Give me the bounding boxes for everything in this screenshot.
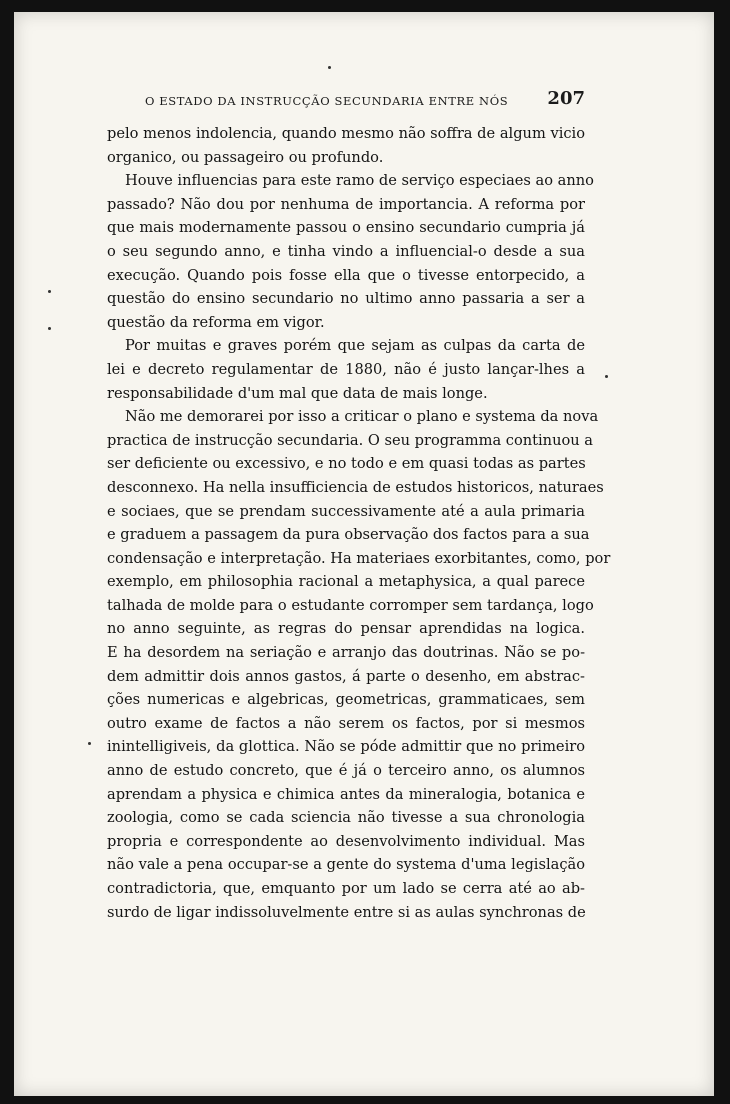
text-line: ções numericas e algebricas, geometricas, grammaticaes, sem	[107, 691, 585, 709]
text-line: anno de estudo concreto, que é já o terceiro anno, os alumnos	[107, 762, 585, 780]
text-line: dem admittir dois annos gastos, á parte o desenho, em abstrac-	[107, 667, 585, 685]
text-line: que mais modernamente passou o ensino secundario cumpria já	[107, 219, 585, 237]
text-line: execução. Quando pois fosse ella que o tivesse entorpecido, a	[107, 266, 585, 284]
ink-speck	[88, 742, 91, 745]
text-line: Houve influencias para este ramo de serviço especiaes ao anno	[125, 172, 594, 190]
page-header	[145, 88, 585, 112]
text-line: ser deficiente ou excessivo, e no todo e em quasi todas as partes	[107, 455, 586, 473]
ink-speck	[48, 290, 51, 293]
text-line: pelo menos indolencia, quando mesmo não soffra de algum vicio	[107, 125, 585, 142]
text-line: o seu segundo anno, e tinha vindo a influencial-o desde a sua	[107, 242, 585, 260]
text-line: exemplo, em philosophia racional a metaphysica, a qual parece	[107, 573, 585, 591]
text-line: zoologia, como se cada sciencia não tivesse a sua chronologia	[107, 809, 585, 827]
text-line: condensação e interpretação. Ha materiaes exorbitantes, como, por	[107, 549, 611, 567]
text-line: desconnexo. Ha nella insufficiencia de estudos historicos, naturaes	[107, 478, 604, 496]
text-line: talhada de molde para o estudante corromper sem tardança, logo	[107, 596, 594, 614]
text-line: no anno seguinte, as regras do pensar aprendidas na logica.	[107, 620, 585, 638]
text-line: inintelligiveis, da glottica. Não se póde admittir que no primeiro	[107, 738, 585, 756]
text-line: lei e decreto regulamentar de 1880, não é justo lançar-lhes a	[107, 360, 585, 378]
running-title: O ESTADO DA INSTRUCÇÃO SECUNDARIA ENTRE NÓS	[145, 94, 509, 108]
text-line: aprendam a physica e chimica antes da mineralogia, botanica e	[107, 785, 585, 803]
text-line: surdo de ligar indissoluvelmente entre si as aulas synchronas de	[107, 903, 586, 921]
text-line: Não me demorarei por isso a criticar o plano e systema da nova	[125, 408, 599, 426]
text-line: propria e correspondente ao desenvolvimento individual. Mas	[107, 832, 585, 850]
text-line: outro exame de factos a não serem os factos, por si mesmos	[107, 714, 585, 732]
text-line: responsabilidade d'um mal que data de mais longe.	[107, 384, 488, 402]
ink-speck	[328, 66, 331, 69]
text-line: e graduem a passagem da pura observação dos factos para a sua	[107, 526, 590, 544]
ink-speck	[48, 327, 51, 330]
text-line: organico, ou passageiro ou profundo.	[107, 148, 384, 166]
text-line: practica de instrucção secundaria. O seu programma continuou a	[107, 431, 594, 449]
body-text	[107, 122, 611, 924]
page-number: 207	[547, 88, 585, 109]
text-line: questão do ensino secundario no ultimo anno passaria a ser a	[107, 290, 585, 308]
text-line: passado? Não dou por nenhuma de importancia. A reforma por	[107, 195, 585, 213]
text-line: e sociaes, que se prendam successivamente até a aula primaria	[107, 502, 585, 520]
ink-speck	[605, 375, 608, 378]
text-line: não vale a pena occupar-se a gente do systema d'uma legislação	[107, 856, 585, 874]
text-line: contradictoria, que, emquanto por um lado se cerra até ao ab-	[107, 880, 585, 897]
text-line: Por muitas e graves porém que sejam as culpas da carta de	[125, 337, 585, 355]
text-line: E ha desordem na seriação e arranjo das doutrinas. Não se po-	[107, 644, 585, 662]
text-line: questão da reforma em vigor.	[107, 313, 325, 331]
